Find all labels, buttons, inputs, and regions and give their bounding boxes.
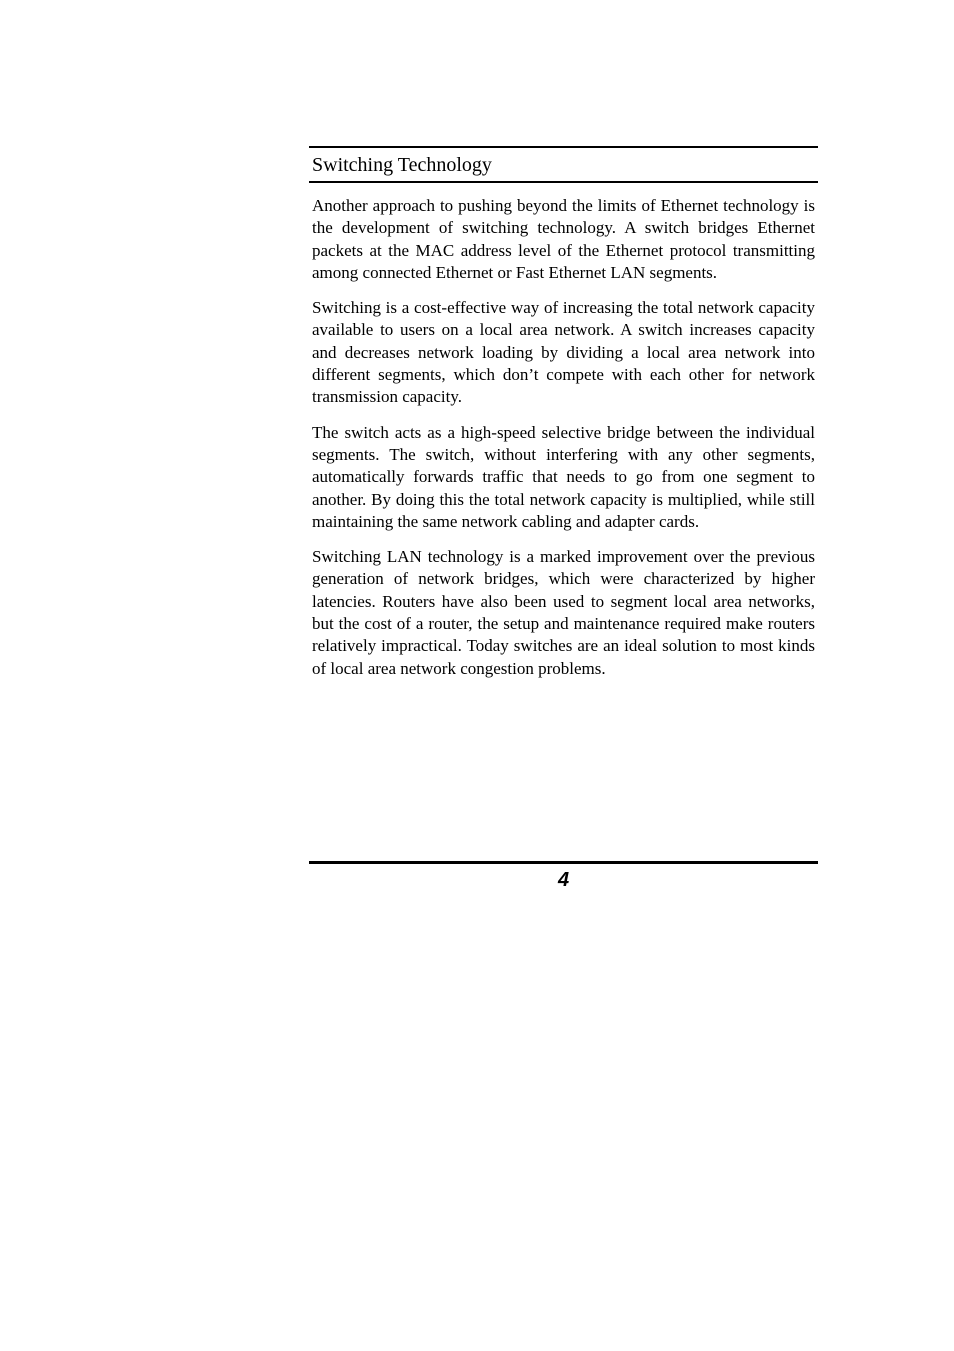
paragraph-3: The switch acts as a high-speed selective bridge between the individual segments. The switch, without interfering with any other segments, automatically forwards traffic that needs to go from one segment to another. By doing this the total network capacity is multiplied, while still maintaining the same network cabling and adapter cards. [312, 422, 815, 531]
section-heading: Switching Technology [312, 154, 492, 176]
paragraph-1: Another approach to pushing beyond the limits of Ethernet technology is the development of switching technology. A switch bridges Ethernet packets at the MAC address level of the Ethernet protocol transmitting among connected Ethernet or Fast Ethernet LAN segments. [312, 196, 815, 282]
paragraph-4: Switching LAN technology is a marked improvement over the previous generation of network bridges, which were characterized by higher latencies. Routers have also been used to segment local area networks, but the cost of a router, the setup and maintenance required make routers relatively impractical. Today switches are an ideal solution to most kinds of local area network congestion problems. [312, 547, 815, 678]
heading-bottom-rule [309, 181, 818, 183]
footer-rule [309, 861, 818, 864]
heading-top-rule [309, 146, 818, 148]
paragraph-2: Switching is a cost-effective way of increasing the total network capacity available to users on a local area network. A switch increases capacity and decreases network loading by dividing a local area network into different segments, which don’t compete with each other for network transmission capacity. [312, 298, 815, 407]
body-text [312, 195, 815, 693]
page-number: 4 [557, 869, 570, 891]
